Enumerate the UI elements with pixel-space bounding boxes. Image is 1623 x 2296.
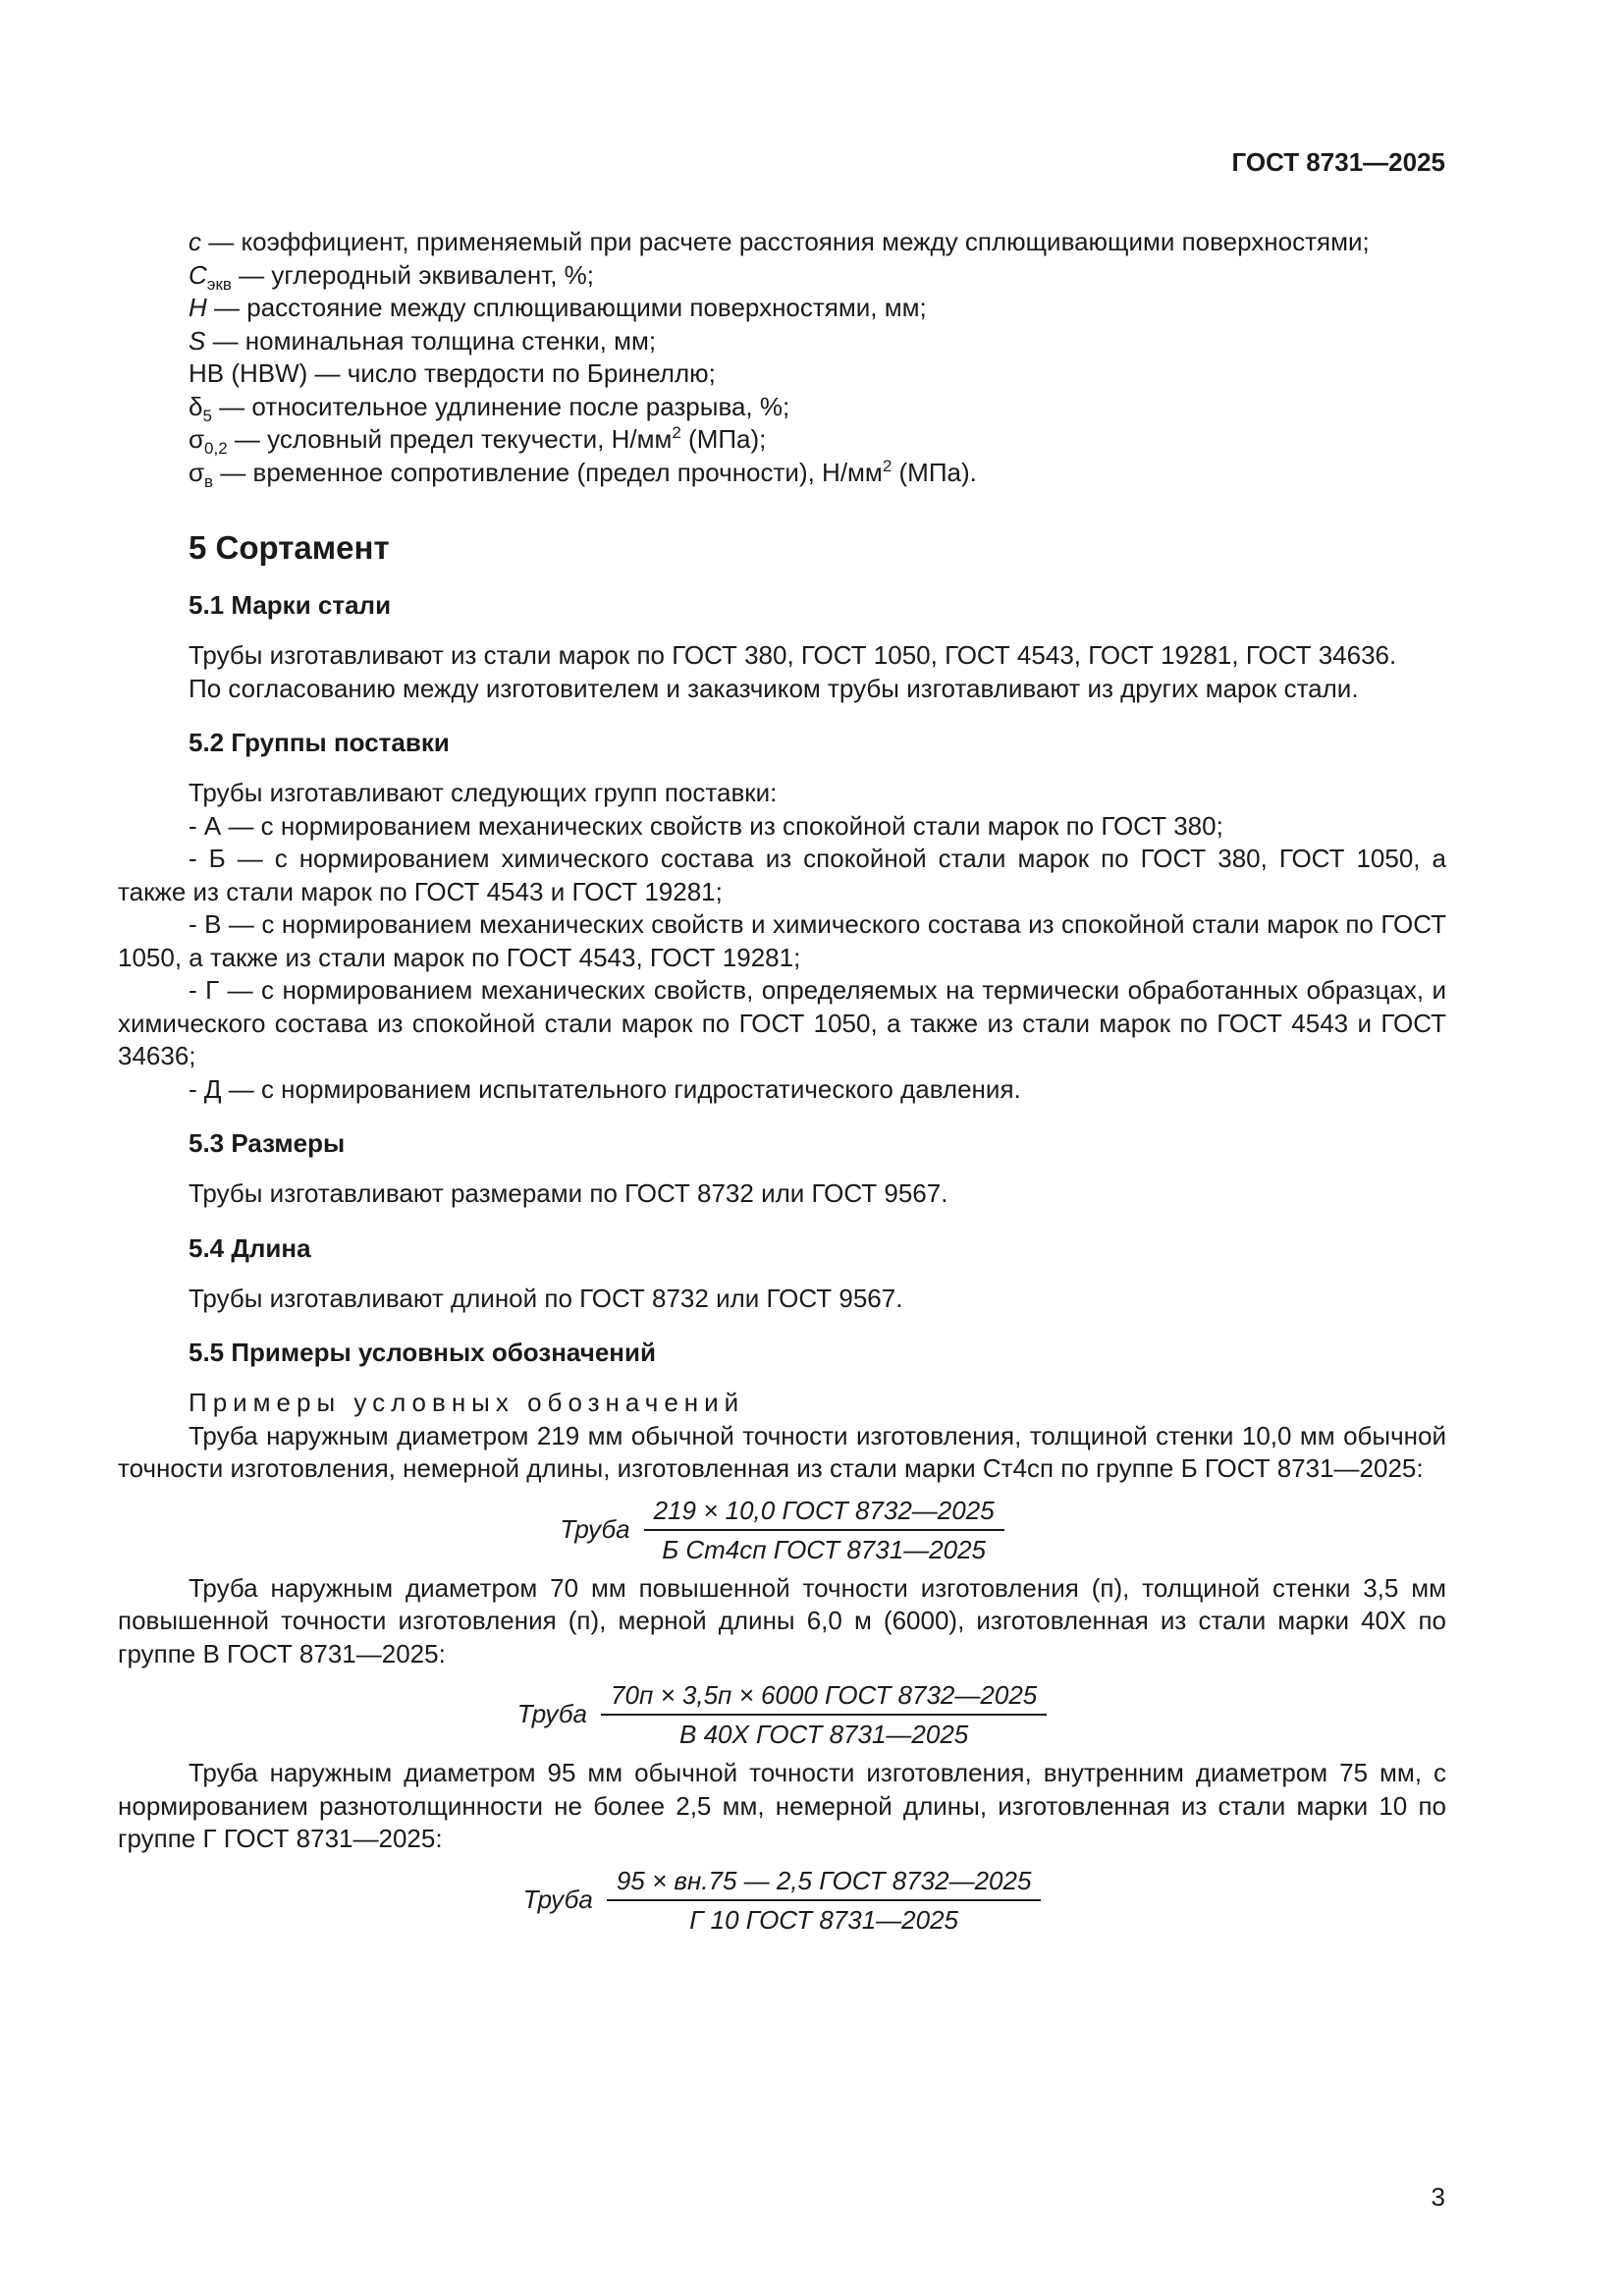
designation-fraction [601,1678,1047,1751]
page-number: 3 [1431,2182,1445,2212]
section-5-3-title: 5.3 Размеры [189,1128,346,1158]
designation-numerator: 95 × вн.75 — 2,5 ГОСТ 8732—2025 [607,1864,1042,1901]
designation-lead: Труба [516,1699,588,1729]
example-2-designation [118,1678,1446,1751]
symbol-sigma-v: $\sigma_в$ — временное сопротивление (предел прочности), $Н/мм^2$ (МПа). [189,456,977,491]
designation-lead: Труба [560,1513,630,1544]
example-3-text: Труба наружным диаметром 95 мм обычной точности изготовления, внутренним диаметром 75 мм, с нормированием разнотолщинности не более 2,5 мм, немерной длины, изготовленная из стали марки 10 по группе Г ГОСТ 8731—2025: [118,1758,1446,1853]
section-5-2-title: 5.2 Группы поставки [189,728,450,757]
symbols-list [118,226,1446,489]
example-1-designation [118,1494,1446,1566]
symbol-s: S — номинальная толщина стенки, мм; [189,325,657,355]
symbol-c: c — коэффициент, применяемый при расчете расстояния между сплющивающими поверхностями; [189,227,1370,256]
list-item: - Б — с нормированием химического состава из спокойной стали марок по ГОСТ 380, ГОСТ 1050, а также из стали марок по ГОСТ 4543 и ГОСТ 19281; [118,844,1446,906]
examples-label: Примеры условных обозначений [189,1388,745,1417]
section-5-4-paragraph: Трубы изготавливают длиной по ГОСТ 8732 или ГОСТ 9567. [189,1283,903,1313]
symbol-h: H — расстояние между сплющивающими поверхностями, мм; [189,293,927,322]
section-5-1-title: 5.1 Марки стали [189,590,392,620]
section-5-5-title: 5.5 Примеры условных обозначений [189,1338,656,1367]
designation-denominator: Б Ст4сп ГОСТ 8731—2025 [662,1534,987,1564]
example-3-designation [118,1864,1446,1937]
designation-denominator: Г 10 ГОСТ 8731—2025 [689,1904,958,1935]
symbol-sigma02: $\sigma_{0,2}$ — условный предел текучести, $Н/мм^2$ (МПа); [189,423,767,458]
section-5-2-intro: Трубы изготавливают следующих групп поставки: [189,778,778,807]
list-item: - В — с нормированием механических свойств и химического состава из спокойной стали марок по ГОСТ 1050, а также из стали марок по ГОСТ 4543, ГОСТ 19281; [118,909,1446,972]
symbol-delta5: $\delta_5$ — относительное удлинение после разрыва, %; [189,391,790,425]
section-5-1-paragraph-1: Трубы изготавливают из стали марок по ГОСТ 380, ГОСТ 1050, ГОСТ 4543, ГОСТ 19281, ГОСТ 34636. [189,640,1397,670]
section-5-4-title: 5.4 Длина [189,1232,311,1263]
example-2-text: Труба наружным диаметром 70 мм повышенной точности изготовления (п), толщиной стенки 3,5 мм повышенной точности изготовления (п), мерной длины 6,0 м (6000), изготовленная из стали марки 40Х по группе В ГОСТ 8731—2025: [118,1572,1446,1668]
page-content [118,226,1446,1942]
example-1-text: Труба наружным диаметром 219 мм обычной точности изготовления, толщиной стенки 10,0 мм обычной точности изготовления, немерной длины, изготовленная из стали марки Ст4сп по группе Б ГОСТ 8731—2025: [118,1420,1446,1483]
designation-fraction [607,1864,1042,1937]
section-5-3-paragraph: Трубы изготавливают размерами по ГОСТ 8732 или ГОСТ 9567. [189,1178,948,1208]
list-item: - А — с нормированием механических свойств из спокойной стали марок по ГОСТ 380; [189,810,1223,841]
document-id-header: ГОСТ 8731—2025 [1231,147,1445,177]
designation-lead: Труба [522,1884,593,1914]
section-5-title: 5 Сортамент [189,529,390,566]
section-5-1-paragraph-2: По согласованию между изготовителем и заказчиком трубы изготавливают из других марок стали. [189,673,1359,703]
symbol-hb: HB (HBW) — число твердости по Бринеллю; [189,358,716,388]
designation-numerator: 219 × 10,0 ГОСТ 8732—2025 [644,1494,1004,1531]
designation-fraction [644,1494,1004,1566]
list-item: - Д — с нормированием испытательного гидростатического давления. [189,1073,1021,1104]
designation-numerator: 70п × 3,5п × 6000 ГОСТ 8732—2025 [601,1678,1047,1716]
symbol-c-eq: $C_{экв}$ — углеродный эквивалент, %; [189,259,595,294]
designation-denominator: В 40Х ГОСТ 8731—2025 [679,1720,969,1749]
list-item: - Г — с нормированием механических свойств, определяемых на термически обработанных образцах, и химического состава из спокойной стали марок по ГОСТ 1050, а также из стали марок по ГОСТ 4543 и ГОСТ 34636; [118,975,1446,1070]
